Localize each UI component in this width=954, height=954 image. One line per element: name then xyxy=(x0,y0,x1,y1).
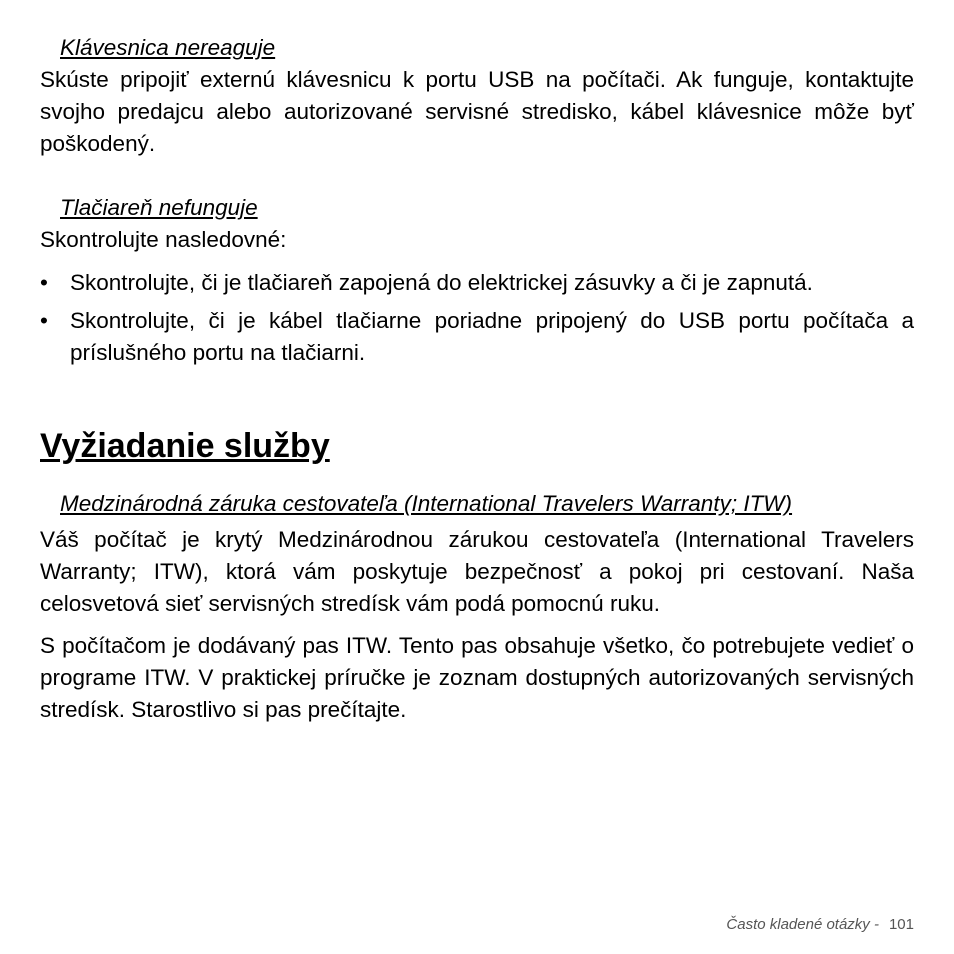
itw-paragraph-1: Váš počítač je krytý Medzinárodnou zárukou cestovateľa (International Travelers Warranty; ITW), ktorá vám poskytuje bezpečnosť a pokoj pri cestovaní. Naša celosvetová sieť servisných stredísk vám podá pomocnú ruku. xyxy=(40,527,914,616)
bullet-icon: • xyxy=(40,308,48,333)
keyboard-section xyxy=(40,32,914,160)
printer-checklist xyxy=(40,267,914,369)
itw-paragraph-2: S počítačom je dodávaný pas ITW. Tento pas obsahuje všetko, čo potrebujete vedieť o programe ITW. V praktickej príručke je zoznam dostupných autorizovaných servisných stredísk. Starostlivo si pas prečítajte. xyxy=(40,633,914,722)
service-title: Vyžiadanie služby xyxy=(40,427,330,465)
page-footer xyxy=(726,916,914,933)
bullet-icon: • xyxy=(40,270,48,295)
list-item xyxy=(40,305,914,369)
footer-section-title: Často kladené otázky - xyxy=(726,916,879,933)
service-section xyxy=(40,426,914,726)
page-number: 101 xyxy=(888,916,914,933)
keyboard-heading: Klávesnica nereaguje xyxy=(60,35,276,60)
printer-section xyxy=(40,192,914,369)
printer-heading: Tlačiareň nefunguje xyxy=(60,195,258,220)
printer-intro: Skontrolujte nasledovné: xyxy=(40,227,287,252)
itw-heading: Medzinárodná záruka cestovateľa (International Travelers Warranty; ITW) xyxy=(60,491,793,516)
keyboard-text: Skúste pripojiť externú klávesnicu k portu USB na počítači. Ak funguje, kontaktujte svojho predajcu alebo autorizované servisné stredisko, kábel klávesnice môže byť poškodený. xyxy=(40,67,914,156)
list-item-text: Skontrolujte, či je kábel tlačiarne poriadne pripojený do USB portu počítača a príslušného portu na tlačiarni. xyxy=(70,308,914,365)
list-item xyxy=(40,267,914,299)
list-item-text: Skontrolujte, či je tlačiareň zapojená do elektrickej zásuvky a či je zapnutá. xyxy=(70,270,813,295)
